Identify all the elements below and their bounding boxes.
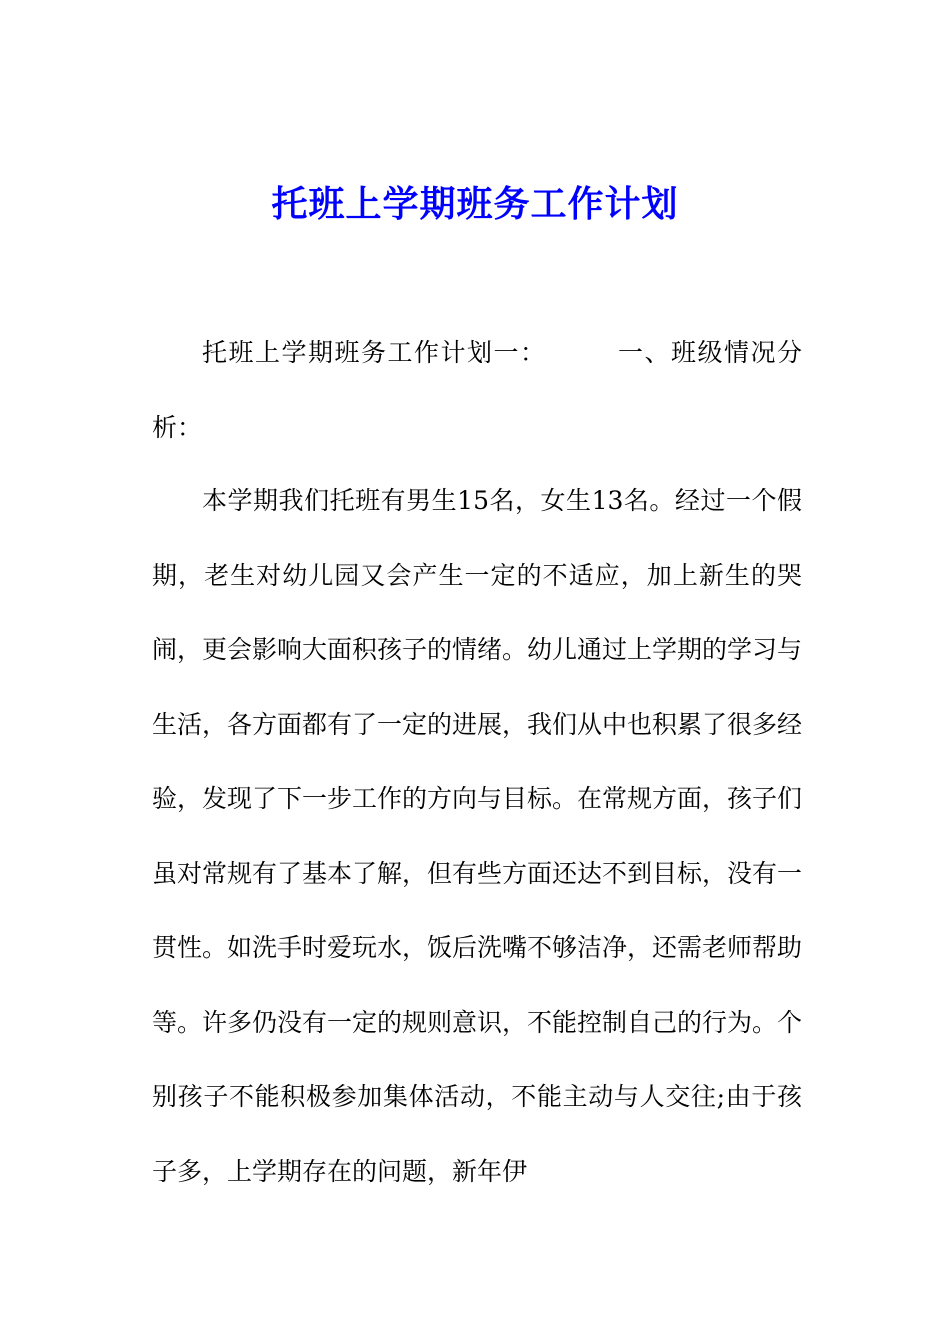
- paragraph-intro: [152, 316, 802, 465]
- paragraph-class-situation: 本学期我们托班有男生15名，女生13名。经过一个假期，老生对幼儿园又会产生一定的不适应，加上新生的哭闹，更会影响大面积孩子的情绪。幼儿通过上学期的学习与生活，各方面都有了一定的进展，我们从中也积累了很多经验，发现了下一步工作的方向与目标。在常规方面，孩子们虽对常规有了基本了解，但有些方面还达不到目标，没有一贯性。如洗手时爱玩水，饭后洗嘴不够洁净，还需老师帮助等。许多仍没有一定的规则意识，不能控制自己的行为。个别孩子不能积极参加集体活动，不能主动与人交往;由于孩子多，上学期存在的问题，新年伊: [152, 486, 803, 1186]
- section-heading-class-analysis: 一、班级情况分析：: [152, 338, 802, 442]
- document-title: 托班上学期班务工作计划: [271, 183, 679, 225]
- intro-lead-text: 托班上学期班务工作计划一：: [202, 338, 547, 367]
